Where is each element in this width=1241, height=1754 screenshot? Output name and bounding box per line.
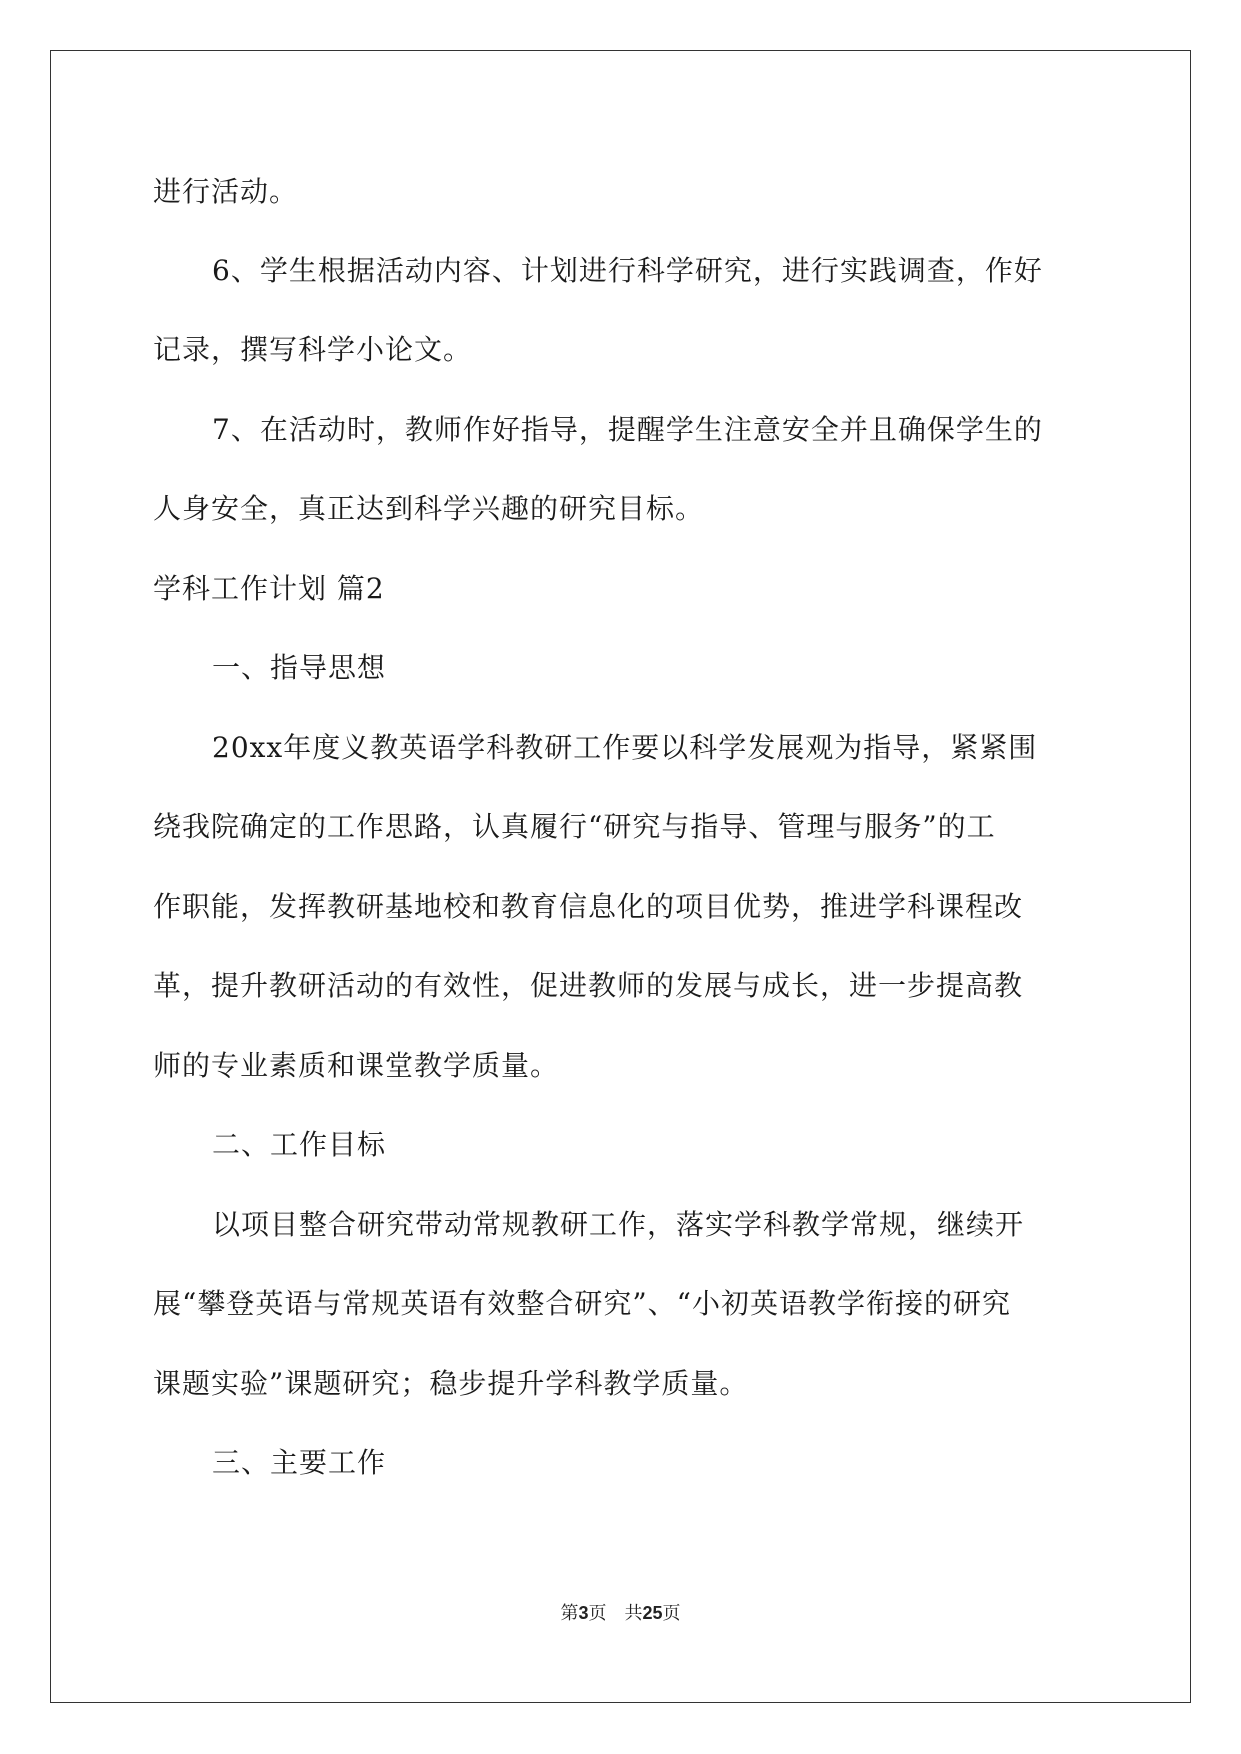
text-line: 作职能，发挥教研基地校和教育信息化的项目优势，推进学科课程改: [153, 890, 1024, 923]
footer-total-prefix: 共: [624, 1603, 643, 1624]
text-line: 绕我院确定的工作思路，认真履行“研究与指导、管理与服务”的工: [153, 810, 996, 843]
footer-page-prefix: 第: [560, 1603, 579, 1624]
footer-page-current: 3: [578, 1603, 589, 1623]
text-line: 20xx年度义教英语学科教研工作要以科学发展观为指导，紧紧围: [212, 731, 1038, 764]
section-heading: 学科工作计划 篇2: [153, 572, 385, 605]
subheading: 二、工作目标: [212, 1128, 387, 1161]
text-line: 展“攀登英语与常规英语有效整合研究”、“小初英语教学衔接的研究: [153, 1287, 1011, 1320]
footer-page-suffix: 页: [588, 1603, 607, 1624]
text-line: 记录，撰写科学小论文。: [153, 333, 473, 366]
footer-page-total: 25: [642, 1603, 663, 1623]
text-line: 革，提升教研活动的有效性，促进教师的发展与成长，进一步提高教: [153, 969, 1024, 1002]
subheading: 三、主要工作: [212, 1446, 387, 1479]
subheading: 一、指导思想: [212, 651, 387, 684]
text-line: 以项目整合研究带动常规教研工作，落实学科教学常规，继续开: [212, 1208, 1025, 1241]
text-line: 课题实验”课题研究；稳步提升学科教学质量。: [153, 1367, 749, 1400]
text-line: 进行活动。: [153, 175, 299, 208]
text-line: 7、在活动时，教师作好指导，提醒学生注意安全并且确保学生的: [212, 413, 1043, 446]
footer-total-suffix: 页: [662, 1603, 681, 1624]
text-line: 6、学生根据活动内容、计划进行科学研究，进行实践调查，作好: [212, 254, 1043, 287]
text-line: 师的专业素质和课堂教学质量。: [153, 1049, 560, 1082]
text-line: 人身安全，真正达到科学兴趣的研究目标。: [153, 492, 705, 525]
page-footer: [0, 1600, 1241, 1627]
